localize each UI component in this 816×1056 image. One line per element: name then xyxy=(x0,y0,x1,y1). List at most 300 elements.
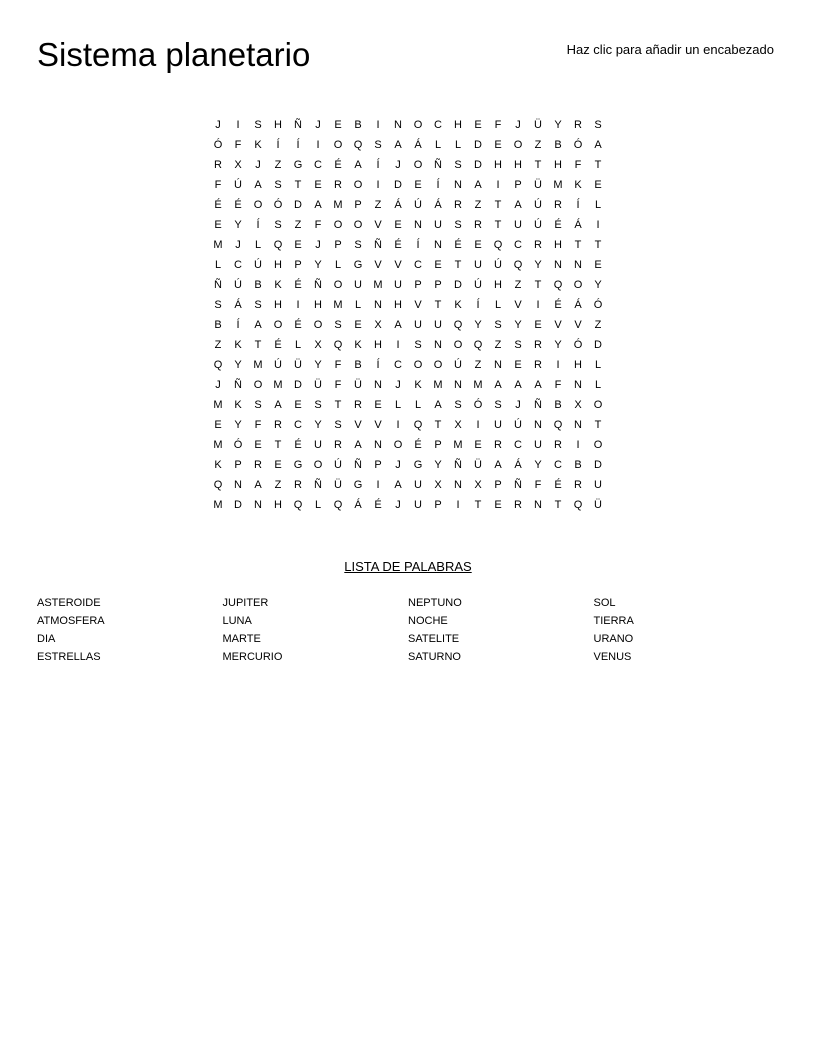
grid-cell: E xyxy=(354,319,362,331)
grid-cell: I xyxy=(316,139,320,151)
grid-cell: A xyxy=(254,319,262,331)
grid-cell: Z xyxy=(594,319,602,331)
word-list-item: TIERRA xyxy=(593,615,634,627)
grid-cell: E xyxy=(334,119,342,131)
grid-cell: Z xyxy=(374,199,382,211)
grid-cell: I xyxy=(536,299,540,311)
grid-cell: S xyxy=(254,119,262,131)
grid-cell: D xyxy=(294,199,302,211)
grid-cell: V xyxy=(374,419,382,431)
grid-cell: H xyxy=(374,339,382,351)
grid-cell: É xyxy=(414,439,422,451)
grid-cell: S xyxy=(594,119,602,131)
grid-cell: K xyxy=(254,139,262,151)
word-list-item: DIA xyxy=(37,633,56,645)
grid-cell: Y xyxy=(234,359,242,371)
grid-cell: T xyxy=(494,199,502,211)
grid-row xyxy=(208,375,608,395)
grid-cell: P xyxy=(514,179,522,191)
grid-cell: N xyxy=(234,479,242,491)
grid-cell: Ó xyxy=(573,339,583,351)
grid-cell: C xyxy=(434,119,442,131)
grid-cell: M xyxy=(213,439,223,451)
grid-cell: Á xyxy=(574,299,582,311)
grid-cell: R xyxy=(334,439,342,451)
grid-row xyxy=(208,475,608,495)
grid-cell: P xyxy=(354,199,362,211)
grid-cell: E xyxy=(314,179,322,191)
grid-cell: É xyxy=(554,219,562,231)
grid-cell: D xyxy=(394,179,402,191)
grid-cell: R xyxy=(514,499,522,511)
grid-cell: L xyxy=(354,299,362,311)
grid-cell: R xyxy=(254,459,262,471)
grid-cell: Ó xyxy=(473,399,483,411)
word-list xyxy=(37,594,779,666)
grid-row xyxy=(208,355,608,375)
grid-cell: P xyxy=(434,499,442,511)
word-list-item: SATURNO xyxy=(408,651,461,663)
grid-cell: S xyxy=(374,139,382,151)
grid-cell: E xyxy=(374,399,382,411)
grid-cell: U xyxy=(414,319,422,331)
grid-cell: Y xyxy=(314,359,322,371)
grid-cell: Ü xyxy=(534,119,542,131)
grid-cell: Z xyxy=(294,219,302,231)
grid-cell: E xyxy=(474,119,482,131)
grid-cell: Ñ xyxy=(454,459,462,471)
grid-cell: Á xyxy=(514,459,522,471)
grid-row xyxy=(208,175,608,195)
grid-cell: J xyxy=(215,379,221,391)
grid-cell: Ñ xyxy=(214,279,222,291)
grid-cell: V xyxy=(394,259,402,271)
grid-cell: T xyxy=(334,399,342,411)
grid-cell: T xyxy=(574,239,582,251)
grid-cell: Ú xyxy=(454,359,462,371)
grid-cell: E xyxy=(594,259,602,271)
grid-cell: O xyxy=(413,119,423,131)
grid-cell: M xyxy=(333,199,343,211)
grid-cell: Ó xyxy=(573,139,583,151)
grid-cell: L xyxy=(254,239,262,251)
grid-cell: O xyxy=(253,199,263,211)
grid-cell: U xyxy=(594,479,602,491)
grid-cell: P xyxy=(434,439,442,451)
grid-cell: L xyxy=(214,259,222,271)
grid-cell: K xyxy=(274,279,282,291)
grid-cell: A xyxy=(534,379,542,391)
grid-cell: A xyxy=(274,399,282,411)
grid-cell: A xyxy=(434,399,442,411)
grid-cell: Ü xyxy=(474,459,482,471)
grid-cell: S xyxy=(314,399,322,411)
grid-cell: É xyxy=(554,299,562,311)
grid-cell: H xyxy=(314,299,322,311)
grid-cell: Í xyxy=(576,199,580,211)
grid-cell: J xyxy=(515,399,521,411)
grid-cell: U xyxy=(474,259,482,271)
grid-cell: O xyxy=(393,439,403,451)
grid-cell: N xyxy=(534,499,542,511)
grid-cell: J xyxy=(395,379,401,391)
grid-cell: E xyxy=(214,219,222,231)
grid-cell: C xyxy=(514,239,522,251)
grid-cell: Z xyxy=(534,139,542,151)
grid-cell: T xyxy=(434,299,442,311)
grid-cell: V xyxy=(574,319,582,331)
grid-cell: H xyxy=(494,279,502,291)
grid-cell: Q xyxy=(293,499,303,511)
page-title: Sistema planetario xyxy=(37,36,311,73)
grid-cell: Z xyxy=(474,199,482,211)
grid-cell: K xyxy=(234,399,242,411)
grid-cell: O xyxy=(353,219,363,231)
grid-cell: J xyxy=(215,119,221,131)
grid-cell: Q xyxy=(473,339,483,351)
grid-cell: C xyxy=(414,259,422,271)
grid-cell: F xyxy=(334,379,342,391)
grid-cell: É xyxy=(554,479,562,491)
grid-cell: É xyxy=(274,339,282,351)
grid-cell: O xyxy=(513,139,523,151)
grid-cell: Í xyxy=(296,139,300,151)
grid-cell: F xyxy=(534,479,542,491)
grid-cell: Z xyxy=(474,359,482,371)
word-list-item: LUNA xyxy=(222,615,252,627)
grid-cell: P xyxy=(334,239,342,251)
grid-row xyxy=(208,395,608,415)
grid-cell: Ó xyxy=(213,139,223,151)
grid-row xyxy=(208,255,608,275)
grid-cell: L xyxy=(334,259,342,271)
grid-cell: C xyxy=(394,359,402,371)
grid-cell: É xyxy=(234,199,242,211)
grid-cell: S xyxy=(494,319,502,331)
grid-cell: Á xyxy=(234,299,242,311)
grid-cell: Ú xyxy=(534,219,542,231)
grid-cell: T xyxy=(534,159,542,171)
grid-cell: H xyxy=(274,119,282,131)
grid-cell: M xyxy=(433,379,443,391)
grid-row xyxy=(208,235,608,255)
grid-cell: H xyxy=(554,239,562,251)
grid-cell: N xyxy=(414,219,422,231)
word-list-title-text: LISTA DE PALABRAS xyxy=(344,559,472,574)
grid-cell: L xyxy=(394,399,402,411)
grid-cell: L xyxy=(594,379,602,391)
grid-cell: Z xyxy=(494,339,502,351)
grid-cell: V xyxy=(414,299,422,311)
grid-cell: Z xyxy=(514,279,522,291)
grid-cell: B xyxy=(554,399,562,411)
grid-cell: N xyxy=(434,339,442,351)
grid-cell: Í xyxy=(236,319,240,331)
grid-cell: E xyxy=(394,219,402,231)
grid-cell: Y xyxy=(234,219,242,231)
grid-cell: A xyxy=(394,139,402,151)
grid-cell: N xyxy=(494,359,502,371)
grid-cell: R xyxy=(454,199,462,211)
grid-cell: Ñ xyxy=(514,479,522,491)
word-list-item: ATMOSFERA xyxy=(37,615,105,627)
grid-cell: Á xyxy=(414,139,422,151)
grid-cell: Í xyxy=(436,179,440,191)
grid-cell: L xyxy=(454,139,462,151)
grid-cell: T xyxy=(594,159,602,171)
grid-cell: A xyxy=(314,199,322,211)
grid-cell: N xyxy=(454,379,462,391)
grid-cell: Ó xyxy=(273,199,283,211)
grid-cell: O xyxy=(453,339,463,351)
grid-cell: E xyxy=(254,439,262,451)
grid-cell: N xyxy=(534,419,542,431)
grid-cell: Ú xyxy=(234,279,242,291)
grid-row xyxy=(208,315,608,335)
grid-cell: I xyxy=(236,119,240,131)
grid-cell: N xyxy=(374,299,382,311)
grid-cell: N xyxy=(254,499,262,511)
grid-cell: O xyxy=(413,159,423,171)
grid-cell: Ñ xyxy=(434,159,442,171)
grid-cell: Y xyxy=(314,259,322,271)
grid-cell: X xyxy=(454,419,462,431)
grid-cell: Á xyxy=(354,499,362,511)
grid-cell: H xyxy=(514,159,522,171)
grid-row xyxy=(208,115,608,135)
grid-cell: J xyxy=(395,459,401,471)
grid-cell: D xyxy=(594,459,602,471)
grid-cell: F xyxy=(314,219,322,231)
grid-cell: B xyxy=(214,319,222,331)
grid-cell: X xyxy=(374,319,382,331)
grid-cell: S xyxy=(334,419,342,431)
grid-cell: G xyxy=(293,459,303,471)
grid-cell: S xyxy=(274,219,282,231)
grid-cell: B xyxy=(254,279,262,291)
grid-cell: E xyxy=(534,319,542,331)
grid-cell: N xyxy=(394,119,402,131)
grid-cell: P xyxy=(374,459,382,471)
grid-cell: X xyxy=(314,339,322,351)
grid-cell: A xyxy=(494,379,502,391)
grid-cell: Á xyxy=(434,199,442,211)
grid-cell: K xyxy=(234,339,242,351)
word-list-item: NOCHE xyxy=(408,615,448,627)
grid-cell: X xyxy=(234,159,242,171)
grid-cell: N xyxy=(374,439,382,451)
grid-cell: Ü xyxy=(294,359,302,371)
grid-cell: B xyxy=(574,459,582,471)
grid-cell: N xyxy=(574,379,582,391)
grid-cell: Ú xyxy=(514,419,522,431)
grid-cell: M xyxy=(333,299,343,311)
grid-cell: G xyxy=(353,259,363,271)
grid-cell: E xyxy=(434,259,442,271)
grid-cell: I xyxy=(396,419,400,431)
grid-cell: Y xyxy=(474,319,482,331)
grid-cell: E xyxy=(514,359,522,371)
grid-cell: O xyxy=(573,279,583,291)
grid-cell: K xyxy=(414,379,422,391)
grid-cell: J xyxy=(395,159,401,171)
grid-cell: P xyxy=(434,279,442,291)
grid-cell: Ú xyxy=(414,199,422,211)
grid-row xyxy=(208,335,608,355)
grid-cell: Á xyxy=(574,219,582,231)
grid-cell: P xyxy=(294,259,302,271)
grid-cell: Q xyxy=(353,139,363,151)
grid-cell: K xyxy=(574,179,582,191)
grid-cell: O xyxy=(313,459,323,471)
grid-cell: Ü xyxy=(334,479,342,491)
grid-cell: L xyxy=(494,299,502,311)
grid-cell: O xyxy=(593,399,603,411)
grid-row xyxy=(208,215,608,235)
grid-cell: D xyxy=(454,279,462,291)
grid-cell: C xyxy=(234,259,242,271)
grid-cell: M xyxy=(253,359,263,371)
grid-cell: D xyxy=(294,379,302,391)
grid-cell: J xyxy=(235,239,241,251)
grid-cell: L xyxy=(414,399,422,411)
grid-cell: T xyxy=(454,259,462,271)
grid-cell: P xyxy=(494,479,502,491)
grid-cell: U xyxy=(434,319,442,331)
grid-cell: L xyxy=(434,139,442,151)
grid-cell: G xyxy=(353,479,363,491)
word-list-item: NEPTUNO xyxy=(408,597,462,609)
grid-cell: Ú xyxy=(334,459,342,471)
grid-cell: D xyxy=(474,159,482,171)
grid-cell: M xyxy=(273,379,283,391)
grid-cell: B xyxy=(354,359,362,371)
grid-cell: T xyxy=(254,339,262,351)
grid-cell: U xyxy=(434,219,442,231)
grid-cell: Y xyxy=(534,259,542,271)
grid-cell: U xyxy=(514,219,522,231)
grid-cell: S xyxy=(274,179,282,191)
grid-cell: I xyxy=(396,339,400,351)
grid-cell: Ú xyxy=(254,259,262,271)
grid-cell: C xyxy=(554,459,562,471)
grid-cell: L xyxy=(594,199,602,211)
grid-cell: Y xyxy=(554,119,562,131)
grid-cell: I xyxy=(376,119,380,131)
grid-cell: T xyxy=(494,219,502,231)
grid-cell: Í xyxy=(256,219,260,231)
grid-cell: Q xyxy=(493,239,503,251)
header-placeholder[interactable]: Haz clic para añadir un encabezado xyxy=(566,42,774,57)
grid-cell: S xyxy=(514,339,522,351)
grid-cell: Q xyxy=(553,419,563,431)
grid-cell: É xyxy=(334,159,342,171)
grid-cell: Q xyxy=(213,359,223,371)
grid-cell: O xyxy=(333,279,343,291)
grid-cell: T xyxy=(434,419,442,431)
grid-cell: S xyxy=(354,239,362,251)
grid-cell: L xyxy=(594,359,602,371)
grid-cell: R xyxy=(474,219,482,231)
word-list-item: MARTE xyxy=(222,633,261,645)
grid-cell: Ó xyxy=(593,299,603,311)
word-list-column xyxy=(37,594,223,666)
grid-cell: Z xyxy=(274,479,282,491)
grid-cell: Í xyxy=(416,239,420,251)
grid-cell: H xyxy=(454,119,462,131)
grid-cell: T xyxy=(554,499,562,511)
grid-cell: Z xyxy=(274,159,282,171)
grid-cell: Q xyxy=(273,239,283,251)
word-list-column xyxy=(408,594,594,666)
grid-cell: J xyxy=(315,119,321,131)
grid-cell: V xyxy=(554,319,562,331)
grid-cell: S xyxy=(494,399,502,411)
grid-cell: Q xyxy=(413,419,423,431)
grid-cell: O xyxy=(353,179,363,191)
grid-cell: H xyxy=(274,259,282,271)
grid-row xyxy=(208,195,608,215)
grid-cell: O xyxy=(313,319,323,331)
word-list-item: URANO xyxy=(593,633,634,645)
grid-cell: É xyxy=(294,319,302,331)
grid-cell: N xyxy=(454,479,462,491)
grid-cell: S xyxy=(454,399,462,411)
grid-cell: R xyxy=(574,479,582,491)
grid-cell: A xyxy=(514,199,522,211)
grid-cell: V xyxy=(374,219,382,231)
grid-cell: Ñ xyxy=(534,399,542,411)
grid-cell: H xyxy=(274,299,282,311)
grid-cell: O xyxy=(413,359,423,371)
word-search-grid xyxy=(208,115,608,515)
grid-cell: I xyxy=(296,299,300,311)
grid-cell: X xyxy=(574,399,582,411)
grid-cell: Y xyxy=(314,419,322,431)
grid-cell: T xyxy=(594,239,602,251)
grid-cell: L xyxy=(314,499,322,511)
grid-cell: É xyxy=(294,279,302,291)
grid-cell: R xyxy=(534,239,542,251)
grid-cell: H xyxy=(554,159,562,171)
grid-cell: Q xyxy=(333,339,343,351)
grid-cell: Á xyxy=(394,199,402,211)
grid-cell: A xyxy=(494,459,502,471)
grid-cell: R xyxy=(294,479,302,491)
grid-cell: Q xyxy=(553,279,563,291)
grid-cell: O xyxy=(593,439,603,451)
grid-cell: G xyxy=(293,159,303,171)
word-list-item: JUPITER xyxy=(222,597,269,609)
grid-cell: H xyxy=(394,299,402,311)
grid-cell: R xyxy=(494,439,502,451)
grid-cell: S xyxy=(334,319,342,331)
grid-cell: Y xyxy=(514,319,522,331)
grid-cell: P xyxy=(234,459,242,471)
grid-cell: Ñ xyxy=(374,239,382,251)
grid-cell: N xyxy=(454,179,462,191)
grid-cell: H xyxy=(274,499,282,511)
word-list-column xyxy=(594,594,780,666)
word-list-item: ESTRELLAS xyxy=(37,651,101,663)
grid-row xyxy=(208,135,608,155)
grid-cell: N xyxy=(434,239,442,251)
grid-cell: R xyxy=(554,439,562,451)
grid-cell: Ú xyxy=(274,359,282,371)
grid-cell: É xyxy=(454,239,462,251)
grid-cell: O xyxy=(333,219,343,231)
grid-cell: G xyxy=(413,459,423,471)
